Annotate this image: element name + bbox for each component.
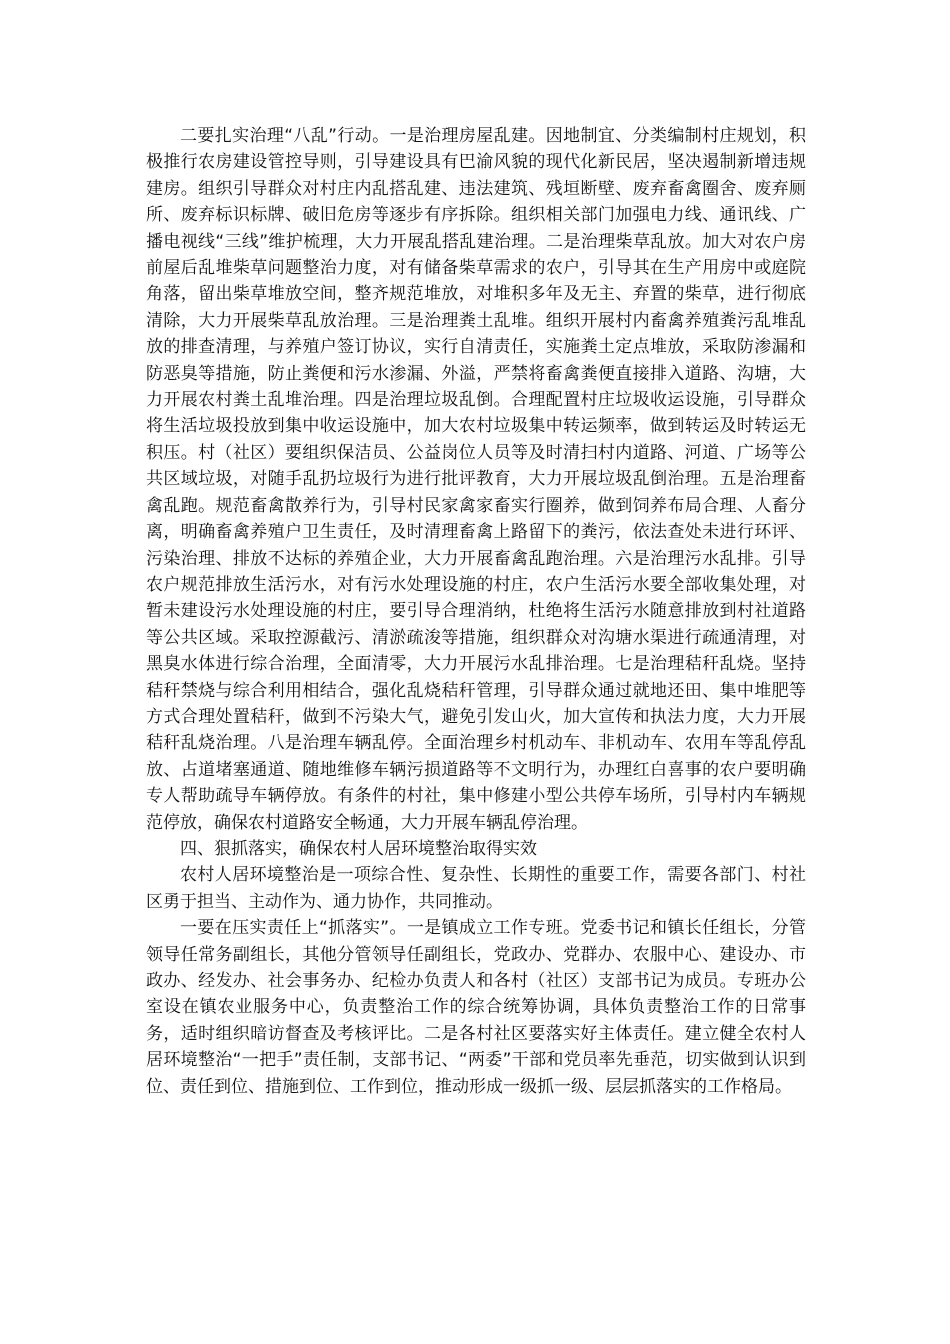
document-body — [146, 123, 806, 1100]
paragraph-responsibility: 一要在压实责任上“抓落实”。一是镇成立工作专班。党委书记和镇长任组长，分管领导任常务副组长，其他分管领导任副组长，党政办、党群办、农服中心、建设办、市政办、经发办、社会事务办、纪检办负责人和各村（社区）支部书记为成员。专班办公室设在镇农业服务中心，负责整治工作的综合统筹协调，具体负责整治工作的日常事务，适时组织暗访督查及考核评比。二是各村社区要落实好主体责任。建立健全农村人居环境整治“一把手”责任制，支部书记、“两委”干部和党员率先垂范，切实做到认识到位、责任到位、措施到位、工作到位，推动形成一级抓一级、层层抓落实的工作格局。 — [146, 918, 806, 1097]
section-heading-four: 四、狠抓落实，确保农村人居环境整治取得实效 — [180, 838, 537, 859]
paragraph-intro: 农村人居环境整治是一项综合性、复杂性、长期性的重要工作，需要各部门、村社区勇于担当、主动作为、通力协作，共同推动。 — [146, 865, 806, 912]
paragraph-eight-chaos: 二要扎实治理“八乱”行动。一是治理房屋乱建。因地制宜、分类编制村庄规划，积极推行农房建设管控导则，引导建设具有巴渝风貌的现代化新民居，坚决遏制新增违规建房。组织引导群众对村庄内乱搭乱建、违法建筑、残垣断壁、废弃畜禽圈舍、废弃厕所、废弃标识标牌、破旧危房等逐步有序拆除。组织相关部门加强电力线、通讯线、广播电视线“三线”维护梳理，大力开展乱搭乱建治理。二是治理柴草乱放。加大对农户房前屋后乱堆柴草问题整治力度，对有储备柴草需求的农户，引导其在生产用房中或庭院角落，留出柴草堆放空间，整齐规范堆放，对堆积多年及无主、弃置的柴草，进行彻底清除，大力开展柴草乱放治理。三是治理粪土乱堆。组织开展村内畜禽养殖粪污乱堆乱放的排查清理，与养殖户签订协议，实行自清责任，实施粪土定点堆放，采取防渗漏和防恶臭等措施，防止粪便和污水渗漏、外溢，严禁将畜禽粪便直接排入道路、沟塘，大力开展农村粪土乱堆治理。四是治理垃圾乱倒。合理配置村庄垃圾收运设施，引导群众将生活垃圾投放到集中收运设施中，加大农村垃圾集中转运频率，做到转运及时转运无积压。村（社区）要组织保洁员、公益岗位人员等及时清扫村内道路、河道、广场等公共区域垃圾，对随手乱扔垃圾行为进行批评教育，大力开展垃圾乱倒治理。五是治理畜禽乱跑。规范畜禽散养行为，引导村民家禽家畜实行圈养，做到饲养布局合理、人畜分离，明确畜禽养殖户卫生责任，及时清理畜禽上路留下的粪污，依法查处未进行环评、污染治理、排放不达标的养殖企业，大力开展畜禽乱跑治理。六是治理污水乱排。引导农户规范排放生活污水，对有污水处理设施的村庄，农户生活污水要全部收集处理，对暂未建设污水处理设施的村庄，要引导合理消纳，杜绝将生活污水随意排放到村社道路等公共区域。采取控源截污、清淤疏浚等措施，组织群众对沟塘水渠进行疏通清理，对黑臭水体进行综合治理，全面清零，大力开展污水乱排治理。七是治理秸秆乱烧。坚持秸秆禁烧与综合利用相结合，强化乱烧秸秆管理，引导群众通过就地还田、集中堆肥等方式合理处置秸秆，做到不污染大气，避免引发山火，加大宣传和执法力度，大力开展秸秆乱烧治理。八是治理车辆乱停。全面治理乡村机动车、非机动车、农用车等乱停乱放、占道堵塞通道、随地维修车辆污损道路等不文明行为，办理红白喜事的农户要明确专人帮助疏导车辆停放。有条件的村社，集中修建小型公共停车场所，引导村内车辆规范停放，确保农村道路安全畅通，大力开展车辆乱停治理。 — [146, 126, 806, 833]
